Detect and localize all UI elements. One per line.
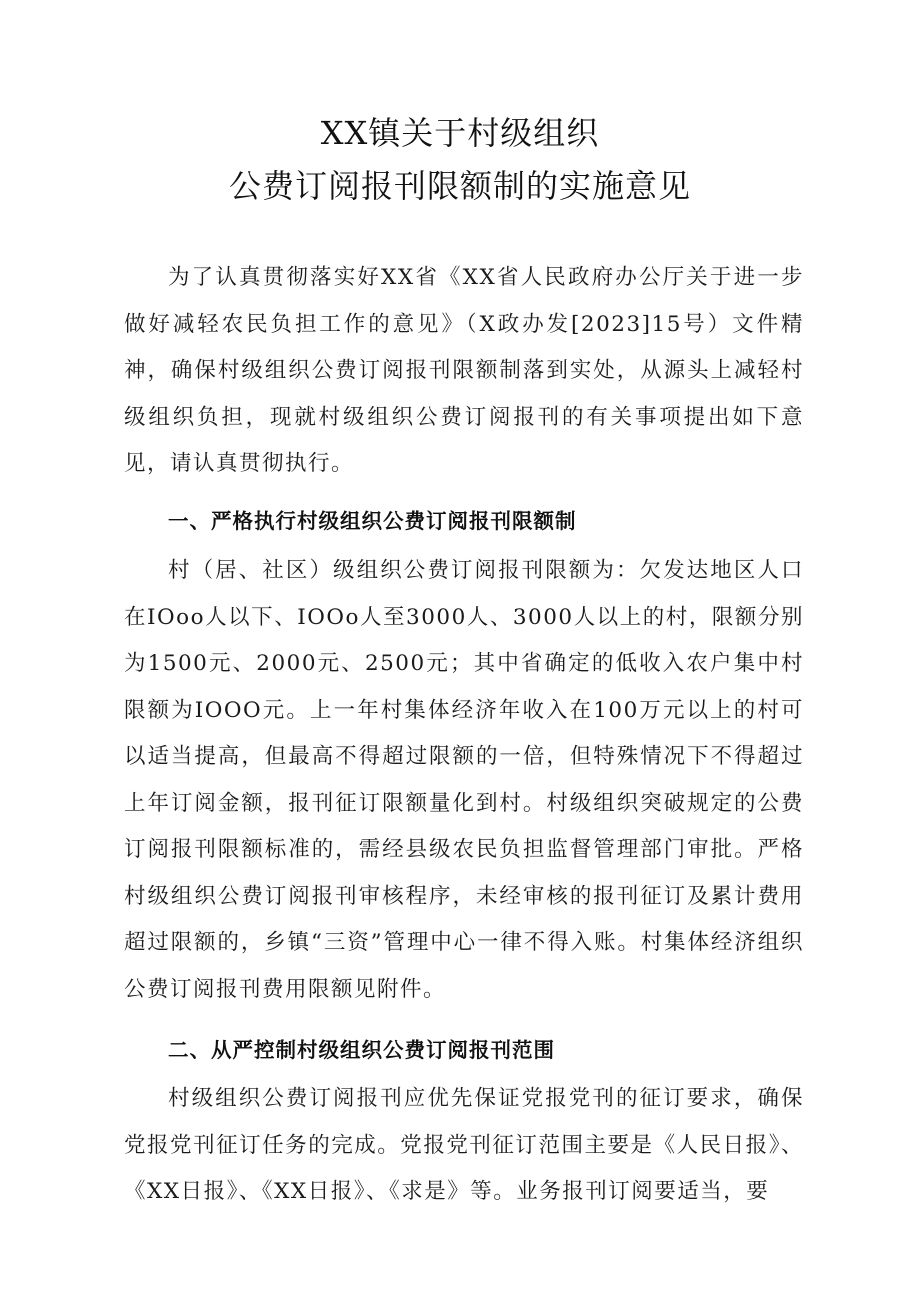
section-1-paragraph: 村（居、社区）级组织公费订阅报刊限额为：欠发达地区人口在IOoo人以下、IOOo人至3000人、3000人以上的村，限额分别为1500元、2000元、2500元；其中省确定的低收入农户集中村限额为IOOO元。上一年村集体经济年收入在100万元以上的村可以适当提高，但最高不得超过限额的一倍，但特殊情况下不得超过上年订阅金额，报刊征订限额量化到村。村级组织突破规定的公费订阅报刊限额标准的，需经县级农民负担监督管理部门审批。严格村级组织公费订阅报刊审核程序，未经审核的报刊征订及累计费用超过限额的，乡镇“三资”管理中心一律不得入账。村集体经济组织公费订阅报刊费用限额见附件。 bbox=[124, 558, 804, 1002]
document-title-line-2: 公费订阅报刊限额制的实施意见 bbox=[228, 167, 691, 205]
section-2-paragraph: 村级组织公费订阅报刊应优先保证党报党刊的征订要求，确保党报党刊征订任务的完成。党报党刊征订范围主要是《人民日报》、《XX日报》、《XX日报》、《求是》等。业务报刊订阅要适当，要 bbox=[124, 1086, 804, 1204]
section-1-heading: 一、严格执行村级组织公费订阅报刊限额制 bbox=[168, 509, 577, 533]
document-title-line-1: XX镇关于村级组织 bbox=[320, 114, 600, 152]
section-2-heading: 二、从严控制村级组织公费订阅报刊范围 bbox=[168, 1038, 555, 1062]
intro-paragraph: 为了认真贯彻落实好XX省《XX省人民政府办公厅关于进一步做好减轻农民负担工作的意见》（X政办发[2023]15号）文件精神，确保村级组织公费订阅报刊限额制落到实处，从源头上减轻村级组织负担，现就村级组织公费订阅报刊的有关事项提出如下意见，请认真贯彻执行。 bbox=[124, 265, 804, 476]
